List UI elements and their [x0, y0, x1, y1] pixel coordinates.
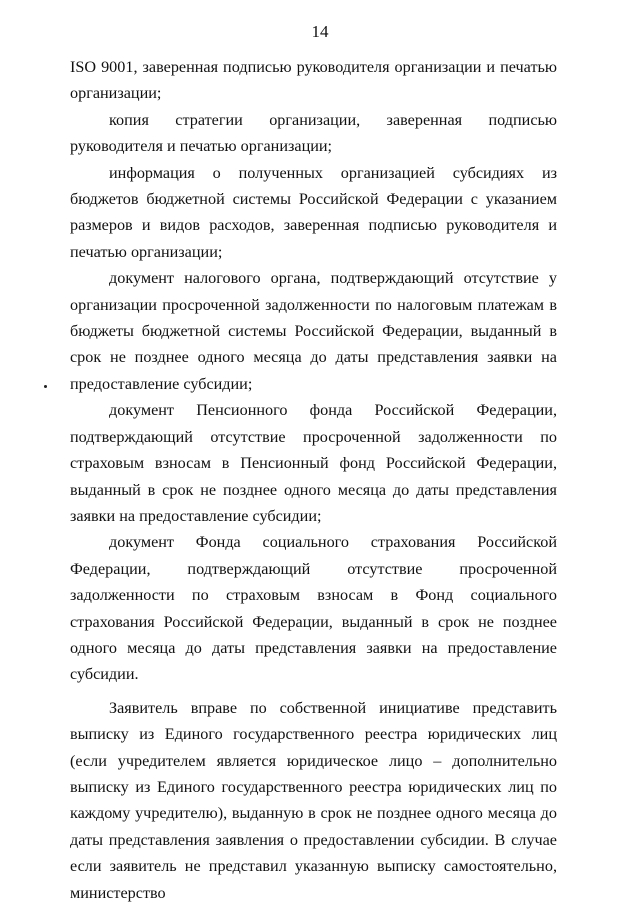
paragraph-tax-document: документ налогового органа, подтверждающий отсутствие у организации просроченной задолженности по налоговым платежам в бюджеты бюджетной системы Российской Федерации, выданный в срок не позднее одного месяца до даты представления заявки на предоставление субсидии;	[70, 269, 557, 393]
paragraph-pension-fund-document: документ Пенсионного фонда Российской Федерации, подтверждающий отсутствие просроченной задолженности по страховым взносам в Пенсионный фонд Российской Федерации, выданный в срок не позднее одного месяца до даты представления заявки на предоставление субсидии;	[70, 401, 557, 525]
scan-speck	[44, 385, 47, 388]
paragraph-subsidies-info: информация о полученных организацией субсидиях из бюджетов бюджетной системы Российской Федерации с указанием размеров и видов расходов, заверенная подписью руководителя и печатью организации;	[70, 163, 557, 261]
paragraph-strategy-copy: копия стратегии организации, заверенная подписью руководителя и печатью организации;	[70, 110, 557, 156]
page-number: 14	[311, 22, 329, 41]
paragraph-iso-certificate: ISO 9001, заверенная подписью руководителя организации и печатью организации;	[70, 58, 557, 103]
document-body	[70, 54, 557, 906]
paragraph-social-insurance-document: документ Фонда социального страхования Российской Федерации, подтверждающий отсутствие просроченной задолженности по страховым взносам в Фонд социального страхования Российской Федерации, выданный в срок не позднее одного месяца до даты представления заявки на предоставление субсидии.	[70, 533, 557, 684]
paragraph-applicant-extract: Заявитель вправе по собственной инициативе представить выписку из Единого государственного реестра юридических лиц (если учредителем является юридическое лицо – дополнительно выписку из Единого государственного реестра юридических лиц по каждому учредителю), выданную в срок не позднее одного месяца до даты представления заявления о предоставлении субсидии. В случае если заявитель не представил указанную выписку самостоятельно, министерство	[70, 698, 557, 902]
